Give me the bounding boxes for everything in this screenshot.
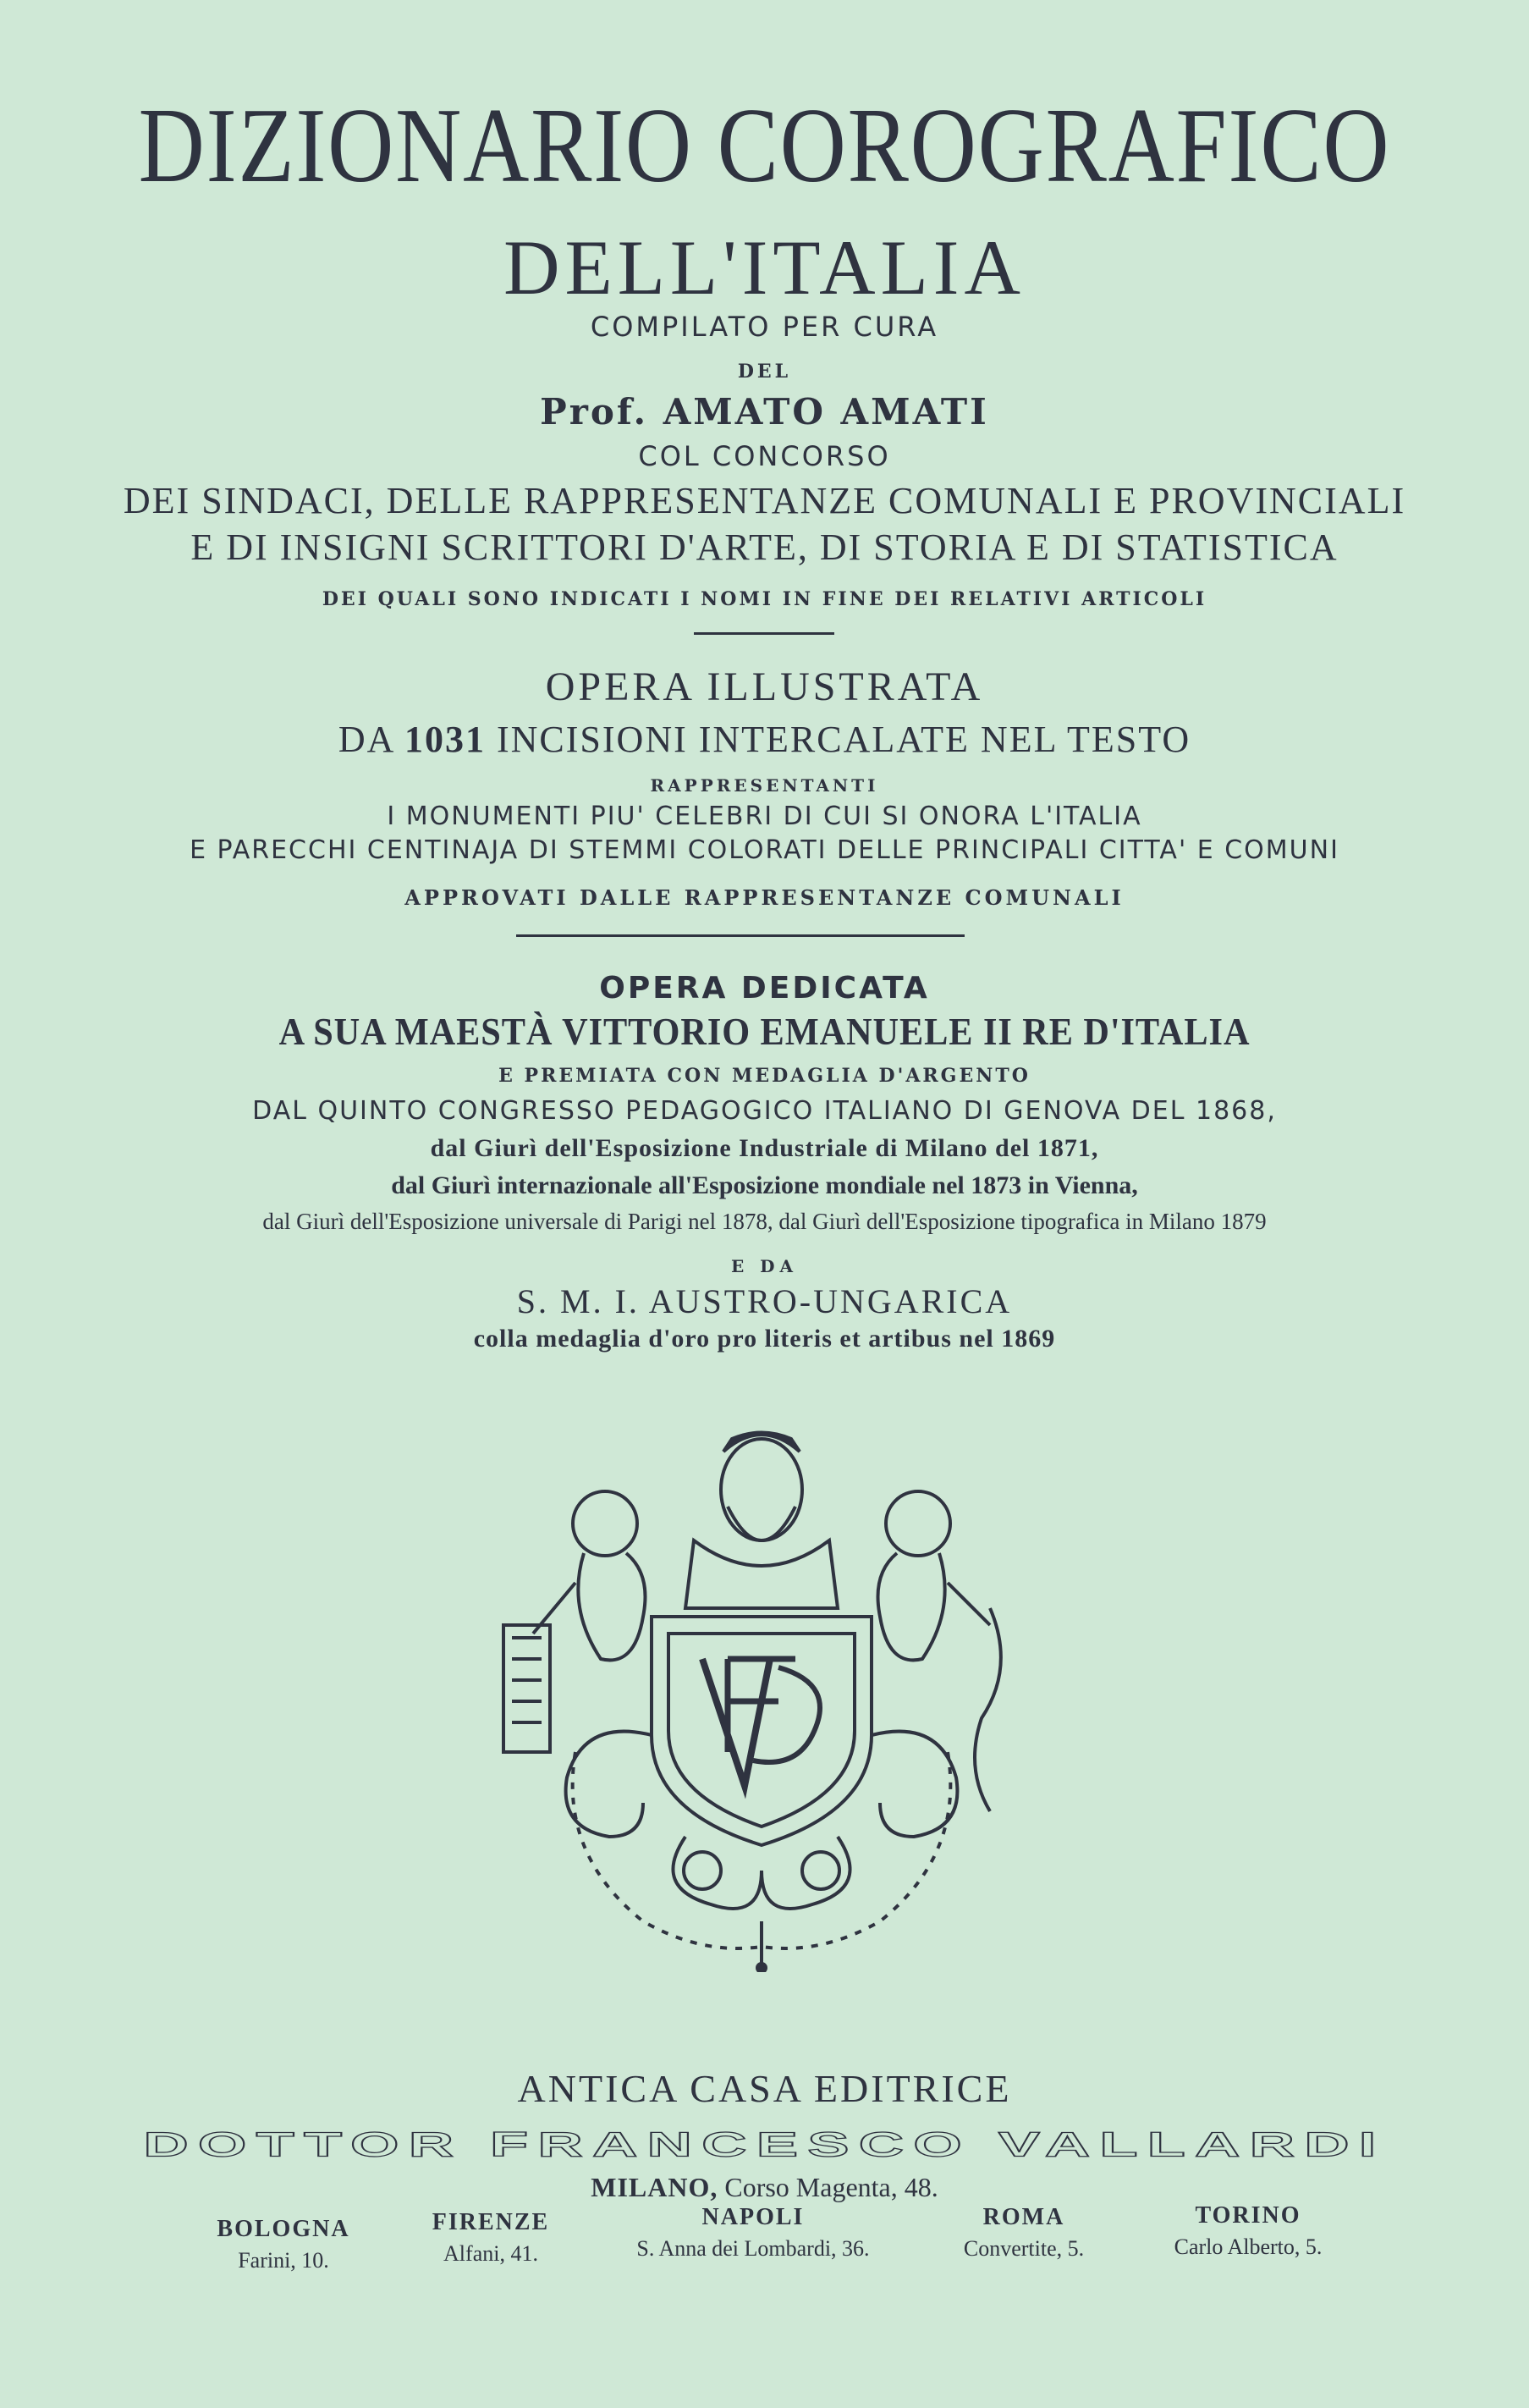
- bust-head-icon: [721, 1439, 802, 1540]
- shield-icon: [652, 1617, 872, 1845]
- antica-casa-editrice: ANTICA CASA EDITRICE: [517, 2067, 1012, 2110]
- dedication-heading: OPERA DEDICATA: [599, 971, 930, 1006]
- monuments-line: I MONUMENTI PIU' CELEBRI DI CUI SI ONORA L'ITALIA: [387, 802, 1142, 831]
- branch-bologna: [178, 2218, 389, 2272]
- branch-city: NAPOLI: [701, 2204, 805, 2230]
- count-prefix: DA: [338, 719, 393, 760]
- count-suffix: INCISIONI INTERCALATE NEL TESTO: [497, 719, 1191, 760]
- gold-medal-line: colla medaglia d'oro pro literis et artibus nel 1869: [473, 1325, 1056, 1353]
- e-da-label: E DA: [730, 1256, 799, 1276]
- branch-city: ROMA: [982, 2204, 1065, 2230]
- publisher-address: Corso Magenta, 48.: [724, 2172, 938, 2202]
- parigi-1878-line: dal Giurì dell'Esposizione universale di Parigi nel 1878, dal Giurì dell'Esposizione tipografica in Milano 1879: [262, 1209, 1267, 1234]
- illustrations-count-line: [0, 721, 1529, 758]
- branch-firenze: [381, 2211, 601, 2265]
- concorso-label: COL CONCORSO: [638, 440, 891, 472]
- branch-address: S. Anna dei Lombardi, 36.: [636, 2236, 870, 2261]
- publisher-city: MILANO,: [591, 2172, 718, 2202]
- left-putto-icon: [573, 1491, 637, 1556]
- branch-city: TORINO: [1195, 2202, 1301, 2229]
- branch-napoli: [592, 2206, 914, 2260]
- vine-icon: [975, 1608, 1001, 1811]
- branch-address: Farini, 10.: [238, 2248, 329, 2273]
- publisher-name-text: DOTTOR FRANCESCO VALLARDI: [143, 2124, 1386, 2163]
- approved-line: APPROVATI DALLE RAPPRESENTANZE COMUNALI: [404, 885, 1125, 910]
- printer-mark-emblem: [474, 1413, 1049, 1972]
- vienna-1873-line: dal Giurì internazionale all'Esposizione mondiale nel 1873 in Vienna,: [391, 1171, 1138, 1199]
- contributors-note: DEI QUALI SONO INDICATI I NOMI IN FINE DEI RELATIVI ARTICOLI: [322, 588, 1207, 610]
- austro-ungarica-line: S. M. I. AUSTRO-UNGARICA: [516, 1282, 1013, 1320]
- branch-city: FIRENZE: [432, 2209, 550, 2235]
- stemmi-line: E PARECCHI CENTINAJA DI STEMMI COLORATI DELLE PRINCIPALI CITTA' E COMUNI: [190, 835, 1339, 865]
- rappresentanti-label: RAPPRESENTANTI: [650, 775, 879, 796]
- illustration-count: 1031: [404, 719, 486, 760]
- branch-address: Alfani, 41.: [443, 2241, 538, 2266]
- congress-line: DAL QUINTO CONGRESSO PEDAGOGICO ITALIANO DI GENOVA DEL 1868,: [252, 1096, 1277, 1126]
- divider: [694, 632, 834, 635]
- medal-line: E PREMIATA CON MEDAGLIA D'ARGENTO: [498, 1065, 1031, 1087]
- branch-address: Carlo Alberto, 5.: [1174, 2234, 1323, 2259]
- main-title: DIZIONARIO COROGRAFICO: [138, 87, 1391, 205]
- branch-roma: [922, 2206, 1125, 2260]
- king-dedication: A SUA MAESTÀ VITTORIO EMANUELE II RE D'ITALIA: [278, 1010, 1251, 1053]
- illustrations-heading: OPERA ILLUSTRATA: [545, 664, 984, 709]
- contributors-line-1: DEI SINDACI, DELLE RAPPRESENTANZE COMUNALI E PROVINCIALI: [123, 480, 1406, 521]
- divider: [516, 934, 965, 937]
- publisher-name: [0, 2116, 1529, 2172]
- del-label: DEL: [737, 361, 792, 383]
- compiled-by: COMPILATO PER CURA: [590, 311, 939, 343]
- branch-torino: [1125, 2204, 1371, 2258]
- publisher-address-line: [0, 2174, 1529, 2201]
- author-name: Prof. AMATO AMATI: [540, 391, 989, 433]
- branch-address: Convertite, 5.: [963, 2236, 1085, 2261]
- contributors-line-2: E DI INSIGNI SCRITTORI D'ARTE, DI STORIA E DI STATISTICA: [190, 526, 1339, 568]
- branch-city: BOLOGNA: [217, 2216, 350, 2242]
- subtitle: DELL'ITALIA: [503, 224, 1026, 311]
- milano-1871-line: dal Giurì dell'Esposizione Industriale di Milano del 1871,: [430, 1134, 1099, 1162]
- book-icon: [503, 1625, 550, 1752]
- right-putto-icon: [886, 1491, 950, 1556]
